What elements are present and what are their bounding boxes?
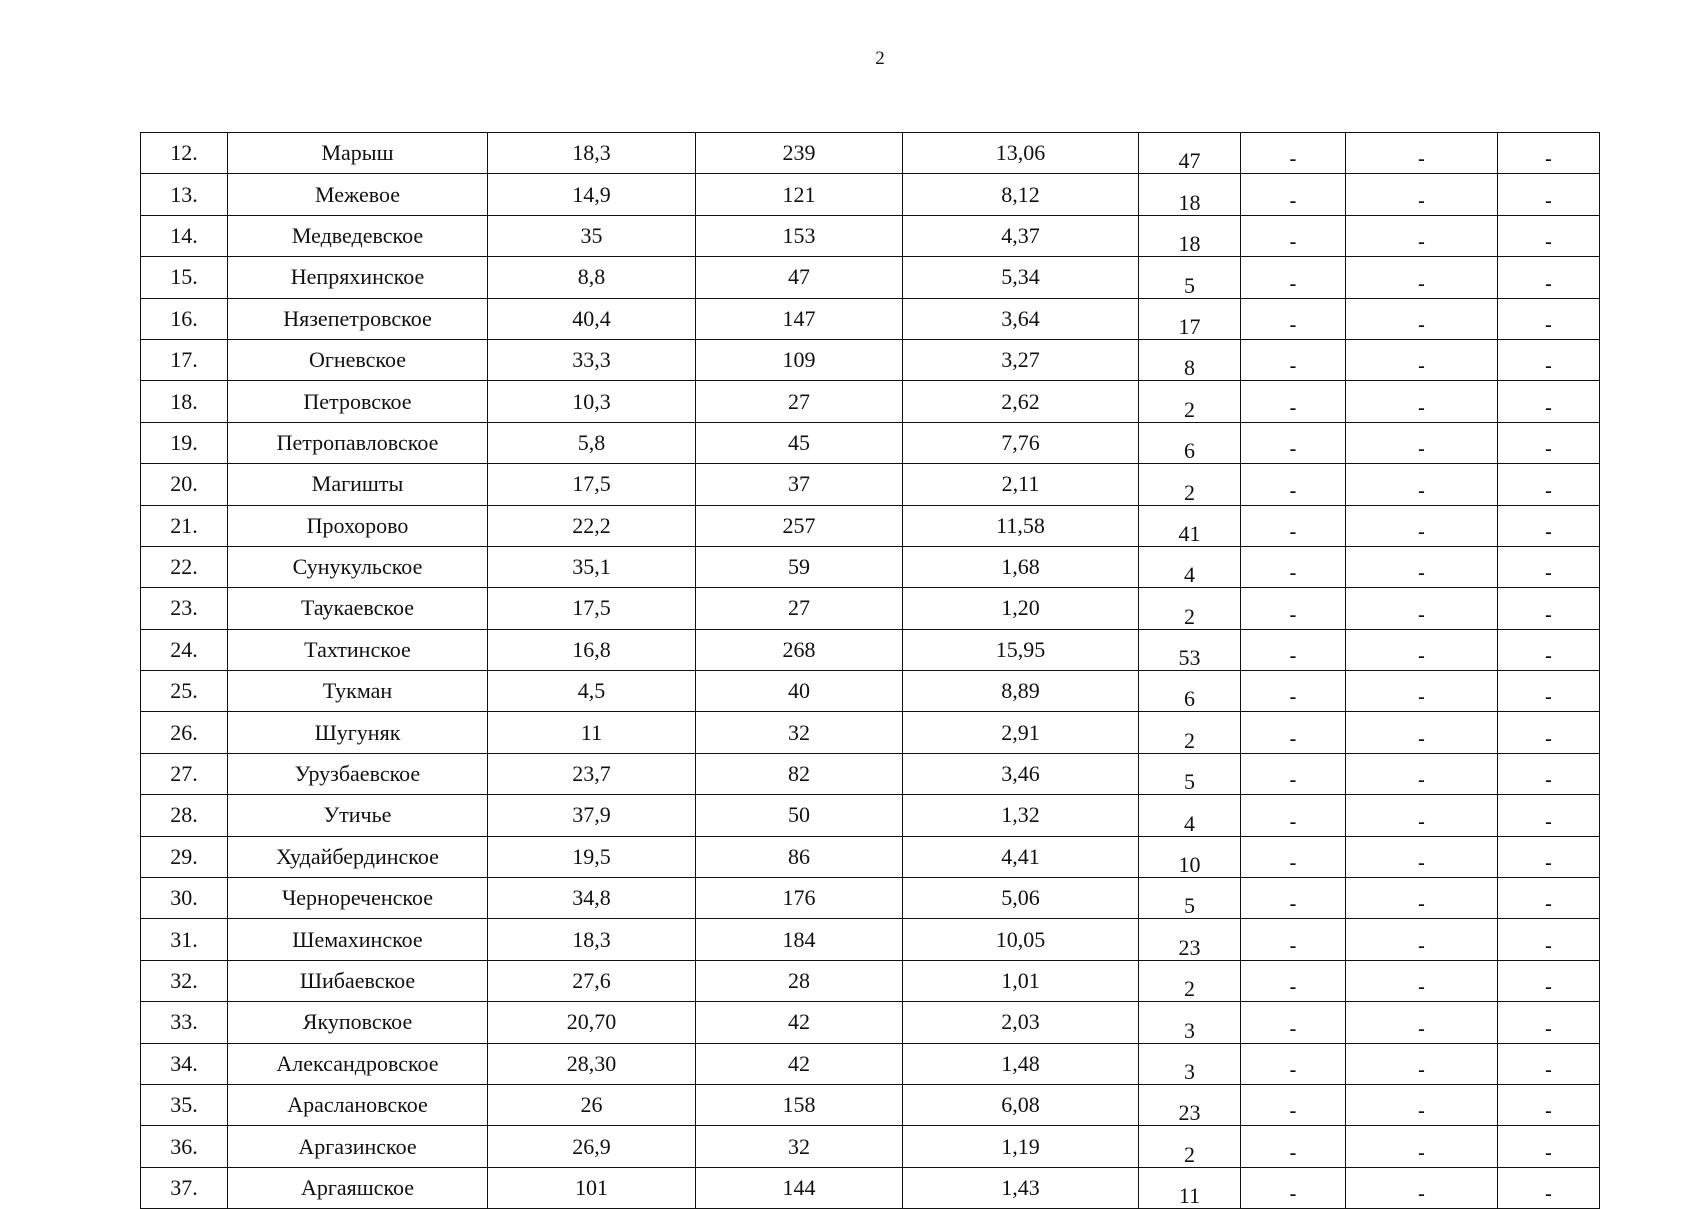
table-row <box>141 712 1600 753</box>
dash-cell-2: - <box>1346 1084 1498 1125</box>
dash-cell-2: - <box>1346 919 1498 960</box>
dash-cell-2: - <box>1346 339 1498 380</box>
dash-cell-3: - <box>1498 1043 1600 1084</box>
value-1-cell: 17,5 <box>488 588 696 629</box>
value-1-cell: 11 <box>488 712 696 753</box>
dash-cell-3: - <box>1498 588 1600 629</box>
value-3-cell: 1,68 <box>903 546 1139 587</box>
value-3-cell: 8,89 <box>903 671 1139 712</box>
value-1-cell: 20,70 <box>488 1002 696 1043</box>
settlement-name-cell: Шугуняк <box>228 712 488 753</box>
dash-cell-2: - <box>1346 215 1498 256</box>
value-1-cell: 10,3 <box>488 381 696 422</box>
value-2-cell: 176 <box>696 878 903 919</box>
dash-cell-1: - <box>1241 464 1346 505</box>
value-2-cell: 42 <box>696 1043 903 1084</box>
row-number-cell: 17. <box>141 339 228 380</box>
value-2-cell: 47 <box>696 257 903 298</box>
value-3-cell: 15,95 <box>903 629 1139 670</box>
value-1-cell: 18,3 <box>488 133 696 174</box>
settlement-name-cell: Урузбаевское <box>228 753 488 794</box>
settlement-name-cell: Аргаяшское <box>228 1167 488 1208</box>
value-1-cell: 33,3 <box>488 339 696 380</box>
row-number-cell: 31. <box>141 919 228 960</box>
settlement-name-cell: Тахтинское <box>228 629 488 670</box>
count-cell: 5 <box>1139 878 1241 919</box>
settlement-name-cell: Александровское <box>228 1043 488 1084</box>
settlement-name-cell: Тукман <box>228 671 488 712</box>
value-2-cell: 28 <box>696 960 903 1001</box>
row-number-cell: 22. <box>141 546 228 587</box>
table-row <box>141 1167 1600 1208</box>
dash-cell-3: - <box>1498 1002 1600 1043</box>
page-number: 2 <box>875 48 885 69</box>
count-cell: 47 <box>1139 133 1241 174</box>
value-2-cell: 86 <box>696 836 903 877</box>
value-3-cell: 3,27 <box>903 339 1139 380</box>
value-3-cell: 1,48 <box>903 1043 1139 1084</box>
value-3-cell: 2,62 <box>903 381 1139 422</box>
dash-cell-2: - <box>1346 1126 1498 1167</box>
count-cell: 6 <box>1139 422 1241 463</box>
value-2-cell: 45 <box>696 422 903 463</box>
row-number-cell: 20. <box>141 464 228 505</box>
table-row <box>141 1126 1600 1167</box>
dash-cell-3: - <box>1498 712 1600 753</box>
value-3-cell: 1,20 <box>903 588 1139 629</box>
table-row <box>141 795 1600 836</box>
table-row <box>141 505 1600 546</box>
value-2-cell: 27 <box>696 588 903 629</box>
settlement-name-cell: Шемахинское <box>228 919 488 960</box>
value-3-cell: 2,03 <box>903 1002 1139 1043</box>
table-row <box>141 1043 1600 1084</box>
settlement-name-cell: Петропавловское <box>228 422 488 463</box>
dash-cell-1: - <box>1241 298 1346 339</box>
dash-cell-1: - <box>1241 919 1346 960</box>
settlement-name-cell: Аргазинское <box>228 1126 488 1167</box>
dash-cell-3: - <box>1498 1084 1600 1125</box>
count-cell: 10 <box>1139 836 1241 877</box>
dash-cell-1: - <box>1241 381 1346 422</box>
dash-cell-1: - <box>1241 960 1346 1001</box>
settlement-name-cell: Медведевское <box>228 215 488 256</box>
dash-cell-1: - <box>1241 878 1346 919</box>
dash-cell-2: - <box>1346 588 1498 629</box>
dash-cell-2: - <box>1346 1043 1498 1084</box>
row-number-cell: 14. <box>141 215 228 256</box>
dash-cell-1: - <box>1241 257 1346 298</box>
value-3-cell: 8,12 <box>903 174 1139 215</box>
dash-cell-3: - <box>1498 298 1600 339</box>
value-1-cell: 16,8 <box>488 629 696 670</box>
dash-cell-1: - <box>1241 174 1346 215</box>
dash-cell-2: - <box>1346 546 1498 587</box>
dash-cell-3: - <box>1498 671 1600 712</box>
value-1-cell: 22,2 <box>488 505 696 546</box>
settlement-name-cell: Утичье <box>228 795 488 836</box>
count-cell: 5 <box>1139 753 1241 794</box>
value-2-cell: 257 <box>696 505 903 546</box>
dash-cell-2: - <box>1346 1002 1498 1043</box>
dash-cell-1: - <box>1241 795 1346 836</box>
dash-cell-1: - <box>1241 836 1346 877</box>
value-1-cell: 8,8 <box>488 257 696 298</box>
value-3-cell: 3,46 <box>903 753 1139 794</box>
value-2-cell: 268 <box>696 629 903 670</box>
dash-cell-2: - <box>1346 1167 1498 1208</box>
dash-cell-1: - <box>1241 133 1346 174</box>
value-3-cell: 13,06 <box>903 133 1139 174</box>
row-number-cell: 26. <box>141 712 228 753</box>
value-2-cell: 42 <box>696 1002 903 1043</box>
value-2-cell: 184 <box>696 919 903 960</box>
dash-cell-3: - <box>1498 464 1600 505</box>
table-row <box>141 215 1600 256</box>
table-row <box>141 464 1600 505</box>
value-1-cell: 5,8 <box>488 422 696 463</box>
table-row <box>141 836 1600 877</box>
settlement-name-cell: Таукаевское <box>228 588 488 629</box>
row-number-cell: 33. <box>141 1002 228 1043</box>
value-2-cell: 153 <box>696 215 903 256</box>
table-row <box>141 629 1600 670</box>
dash-cell-1: - <box>1241 422 1346 463</box>
table-row <box>141 588 1600 629</box>
value-3-cell: 7,76 <box>903 422 1139 463</box>
table-body <box>141 133 1600 1209</box>
table-row <box>141 257 1600 298</box>
row-number-cell: 27. <box>141 753 228 794</box>
table-row <box>141 919 1600 960</box>
row-number-cell: 29. <box>141 836 228 877</box>
value-3-cell: 2,91 <box>903 712 1139 753</box>
dash-cell-3: - <box>1498 1167 1600 1208</box>
value-3-cell: 5,34 <box>903 257 1139 298</box>
count-cell: 4 <box>1139 795 1241 836</box>
dash-cell-3: - <box>1498 878 1600 919</box>
dash-cell-3: - <box>1498 215 1600 256</box>
dash-cell-2: - <box>1346 878 1498 919</box>
dash-cell-3: - <box>1498 629 1600 670</box>
settlement-name-cell: Шибаевское <box>228 960 488 1001</box>
dash-cell-1: - <box>1241 505 1346 546</box>
dash-cell-2: - <box>1346 795 1498 836</box>
count-cell: 53 <box>1139 629 1241 670</box>
value-1-cell: 101 <box>488 1167 696 1208</box>
settlement-name-cell: Чернореченское <box>228 878 488 919</box>
dash-cell-2: - <box>1346 712 1498 753</box>
row-number-cell: 18. <box>141 381 228 422</box>
value-3-cell: 5,06 <box>903 878 1139 919</box>
table-row <box>141 546 1600 587</box>
value-1-cell: 26,9 <box>488 1126 696 1167</box>
value-2-cell: 32 <box>696 1126 903 1167</box>
value-3-cell: 6,08 <box>903 1084 1139 1125</box>
table-row <box>141 753 1600 794</box>
dash-cell-3: - <box>1498 339 1600 380</box>
dash-cell-3: - <box>1498 919 1600 960</box>
dash-cell-2: - <box>1346 422 1498 463</box>
dash-cell-3: - <box>1498 1126 1600 1167</box>
dash-cell-3: - <box>1498 960 1600 1001</box>
value-2-cell: 40 <box>696 671 903 712</box>
table-row <box>141 422 1600 463</box>
value-1-cell: 23,7 <box>488 753 696 794</box>
count-cell: 3 <box>1139 1002 1241 1043</box>
settlement-name-cell: Якуповское <box>228 1002 488 1043</box>
dash-cell-3: - <box>1498 257 1600 298</box>
dash-cell-1: - <box>1241 753 1346 794</box>
settlement-name-cell: Араслановское <box>228 1084 488 1125</box>
count-cell: 2 <box>1139 1126 1241 1167</box>
dash-cell-1: - <box>1241 671 1346 712</box>
count-cell: 8 <box>1139 339 1241 380</box>
value-1-cell: 28,30 <box>488 1043 696 1084</box>
table-row <box>141 1084 1600 1125</box>
value-1-cell: 40,4 <box>488 298 696 339</box>
dash-cell-1: - <box>1241 588 1346 629</box>
row-number-cell: 36. <box>141 1126 228 1167</box>
row-number-cell: 12. <box>141 133 228 174</box>
dash-cell-1: - <box>1241 1043 1346 1084</box>
table-row <box>141 878 1600 919</box>
dash-cell-3: - <box>1498 381 1600 422</box>
value-1-cell: 4,5 <box>488 671 696 712</box>
row-number-cell: 13. <box>141 174 228 215</box>
value-1-cell: 18,3 <box>488 919 696 960</box>
count-cell: 23 <box>1139 919 1241 960</box>
count-cell: 23 <box>1139 1084 1241 1125</box>
value-2-cell: 239 <box>696 133 903 174</box>
dash-cell-2: - <box>1346 960 1498 1001</box>
count-cell: 2 <box>1139 960 1241 1001</box>
count-cell: 18 <box>1139 215 1241 256</box>
dash-cell-3: - <box>1498 753 1600 794</box>
value-1-cell: 35 <box>488 215 696 256</box>
value-1-cell: 14,9 <box>488 174 696 215</box>
value-3-cell: 10,05 <box>903 919 1139 960</box>
count-cell: 2 <box>1139 712 1241 753</box>
settlement-name-cell: Марыш <box>228 133 488 174</box>
count-cell: 6 <box>1139 671 1241 712</box>
value-2-cell: 158 <box>696 1084 903 1125</box>
value-1-cell: 37,9 <box>488 795 696 836</box>
dash-cell-3: - <box>1498 505 1600 546</box>
value-2-cell: 121 <box>696 174 903 215</box>
dash-cell-3: - <box>1498 795 1600 836</box>
count-cell: 17 <box>1139 298 1241 339</box>
settlement-name-cell: Худайбердинское <box>228 836 488 877</box>
table-row <box>141 671 1600 712</box>
dash-cell-2: - <box>1346 298 1498 339</box>
row-number-cell: 35. <box>141 1084 228 1125</box>
count-cell: 11 <box>1139 1167 1241 1208</box>
row-number-cell: 30. <box>141 878 228 919</box>
dash-cell-2: - <box>1346 505 1498 546</box>
count-cell: 2 <box>1139 588 1241 629</box>
count-cell: 2 <box>1139 464 1241 505</box>
count-cell: 4 <box>1139 546 1241 587</box>
row-number-cell: 19. <box>141 422 228 463</box>
value-3-cell: 3,64 <box>903 298 1139 339</box>
dash-cell-3: - <box>1498 174 1600 215</box>
dash-cell-2: - <box>1346 836 1498 877</box>
table-row <box>141 174 1600 215</box>
dash-cell-1: - <box>1241 712 1346 753</box>
count-cell: 3 <box>1139 1043 1241 1084</box>
row-number-cell: 21. <box>141 505 228 546</box>
row-number-cell: 24. <box>141 629 228 670</box>
dash-cell-1: - <box>1241 339 1346 380</box>
row-number-cell: 37. <box>141 1167 228 1208</box>
dash-cell-1: - <box>1241 629 1346 670</box>
value-2-cell: 82 <box>696 753 903 794</box>
count-cell: 18 <box>1139 174 1241 215</box>
dash-cell-1: - <box>1241 1002 1346 1043</box>
settlements-table <box>140 132 1600 1209</box>
row-number-cell: 34. <box>141 1043 228 1084</box>
table-row <box>141 1002 1600 1043</box>
row-number-cell: 23. <box>141 588 228 629</box>
value-2-cell: 144 <box>696 1167 903 1208</box>
table-row <box>141 381 1600 422</box>
dash-cell-2: - <box>1346 257 1498 298</box>
dash-cell-3: - <box>1498 133 1600 174</box>
row-number-cell: 28. <box>141 795 228 836</box>
table-row <box>141 339 1600 380</box>
value-3-cell: 1,43 <box>903 1167 1139 1208</box>
value-1-cell: 17,5 <box>488 464 696 505</box>
value-2-cell: 147 <box>696 298 903 339</box>
value-3-cell: 2,11 <box>903 464 1139 505</box>
row-number-cell: 15. <box>141 257 228 298</box>
value-1-cell: 19,5 <box>488 836 696 877</box>
value-1-cell: 35,1 <box>488 546 696 587</box>
dash-cell-2: - <box>1346 464 1498 505</box>
dash-cell-1: - <box>1241 1167 1346 1208</box>
settlement-name-cell: Огневское <box>228 339 488 380</box>
value-1-cell: 26 <box>488 1084 696 1125</box>
value-2-cell: 27 <box>696 381 903 422</box>
value-3-cell: 4,41 <box>903 836 1139 877</box>
dash-cell-2: - <box>1346 753 1498 794</box>
value-2-cell: 32 <box>696 712 903 753</box>
settlement-name-cell: Непряхинское <box>228 257 488 298</box>
dash-cell-2: - <box>1346 133 1498 174</box>
dash-cell-2: - <box>1346 629 1498 670</box>
value-2-cell: 59 <box>696 546 903 587</box>
value-1-cell: 34,8 <box>488 878 696 919</box>
value-3-cell: 11,58 <box>903 505 1139 546</box>
dash-cell-1: - <box>1241 1084 1346 1125</box>
row-number-cell: 32. <box>141 960 228 1001</box>
value-3-cell: 1,01 <box>903 960 1139 1001</box>
dash-cell-2: - <box>1346 381 1498 422</box>
dash-cell-3: - <box>1498 836 1600 877</box>
count-cell: 2 <box>1139 381 1241 422</box>
settlement-name-cell: Межевое <box>228 174 488 215</box>
value-2-cell: 109 <box>696 339 903 380</box>
count-cell: 5 <box>1139 257 1241 298</box>
table-row <box>141 298 1600 339</box>
dash-cell-2: - <box>1346 174 1498 215</box>
dash-cell-1: - <box>1241 546 1346 587</box>
dash-cell-1: - <box>1241 1126 1346 1167</box>
value-2-cell: 50 <box>696 795 903 836</box>
dash-cell-1: - <box>1241 215 1346 256</box>
value-3-cell: 4,37 <box>903 215 1139 256</box>
value-3-cell: 1,19 <box>903 1126 1139 1167</box>
row-number-cell: 25. <box>141 671 228 712</box>
dash-cell-3: - <box>1498 546 1600 587</box>
settlement-name-cell: Петровское <box>228 381 488 422</box>
settlement-name-cell: Прохорово <box>228 505 488 546</box>
table-row <box>141 133 1600 174</box>
dash-cell-2: - <box>1346 671 1498 712</box>
settlement-name-cell: Сунукульское <box>228 546 488 587</box>
table-row <box>141 960 1600 1001</box>
settlement-name-cell: Нязепетровское <box>228 298 488 339</box>
value-3-cell: 1,32 <box>903 795 1139 836</box>
count-cell: 41 <box>1139 505 1241 546</box>
row-number-cell: 16. <box>141 298 228 339</box>
settlement-name-cell: Магишты <box>228 464 488 505</box>
value-2-cell: 37 <box>696 464 903 505</box>
value-1-cell: 27,6 <box>488 960 696 1001</box>
dash-cell-3: - <box>1498 422 1600 463</box>
